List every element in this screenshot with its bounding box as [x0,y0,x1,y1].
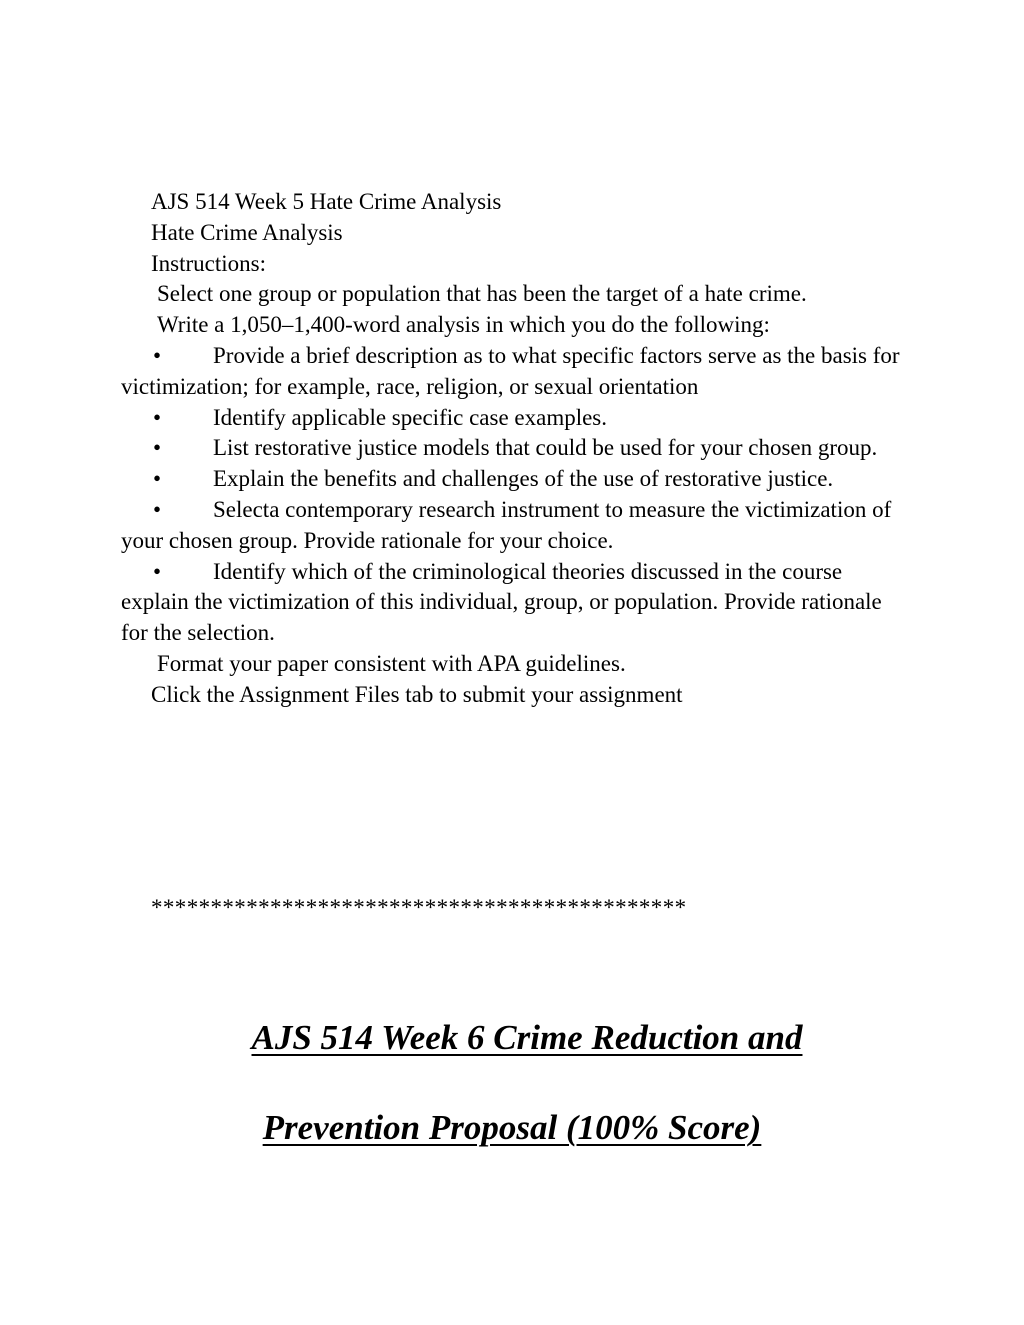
bullet-text: Explain the benefits and challenges of the use of restorative justice. [213,466,834,492]
bullet-text: Provide a brief description as to what specific factors serve as the basis for victimization; for example, race, religion, or sexual orientation [121,342,900,399]
bullet-text: Identify which of the criminological theories discussed in the course explain the victimization of this individual, group, or population. Provide rationale for the selection. [121,558,882,646]
bullet-text: List restorative justice models that could be used for your chosen group. [213,435,878,461]
instructions-label: Instructions: [151,250,266,276]
bullet-item [121,495,911,557]
assignment-subheading: Hate Crime Analysis [151,219,343,245]
bullet-item [121,464,911,495]
next-assignment-title-line-2: Prevention Proposal (100% Score) [262,1108,762,1147]
next-assignment-title-line-1: AJS 514 Week 6 Crime Reduction and [251,1018,803,1057]
bullet-glyph: • [153,558,162,584]
assignment-body [121,187,911,711]
bullet-text: Selecta contemporary research instrument to measure the victimization of your chosen group. Provide rationale for your choice. [121,496,892,553]
bullet-item [121,341,911,403]
bullet-item [121,557,911,649]
bullet-glyph: • [153,435,162,461]
separator-stars: ********************************************* [151,895,687,920]
instruction-write-analysis: Write a 1,050–1,400-word analysis in which you do the following: [157,312,770,338]
assignment-heading: AJS 514 Week 5 Hate Crime Analysis [151,189,502,214]
bullet-glyph: • [153,496,162,522]
bullet-text: Identify applicable specific case examples. [213,404,608,430]
format-note: Format your paper consistent with APA guidelines. [157,650,626,676]
bullet-glyph: • [153,342,162,368]
submit-note: Click the Assignment Files tab to submit your assignment [151,681,683,707]
bullet-glyph: • [153,404,162,430]
bullet-item [121,403,911,434]
bullet-item [121,433,911,464]
instruction-select-group: Select one group or population that has been the target of a hate crime. [157,281,807,307]
bullet-glyph: • [153,466,162,492]
